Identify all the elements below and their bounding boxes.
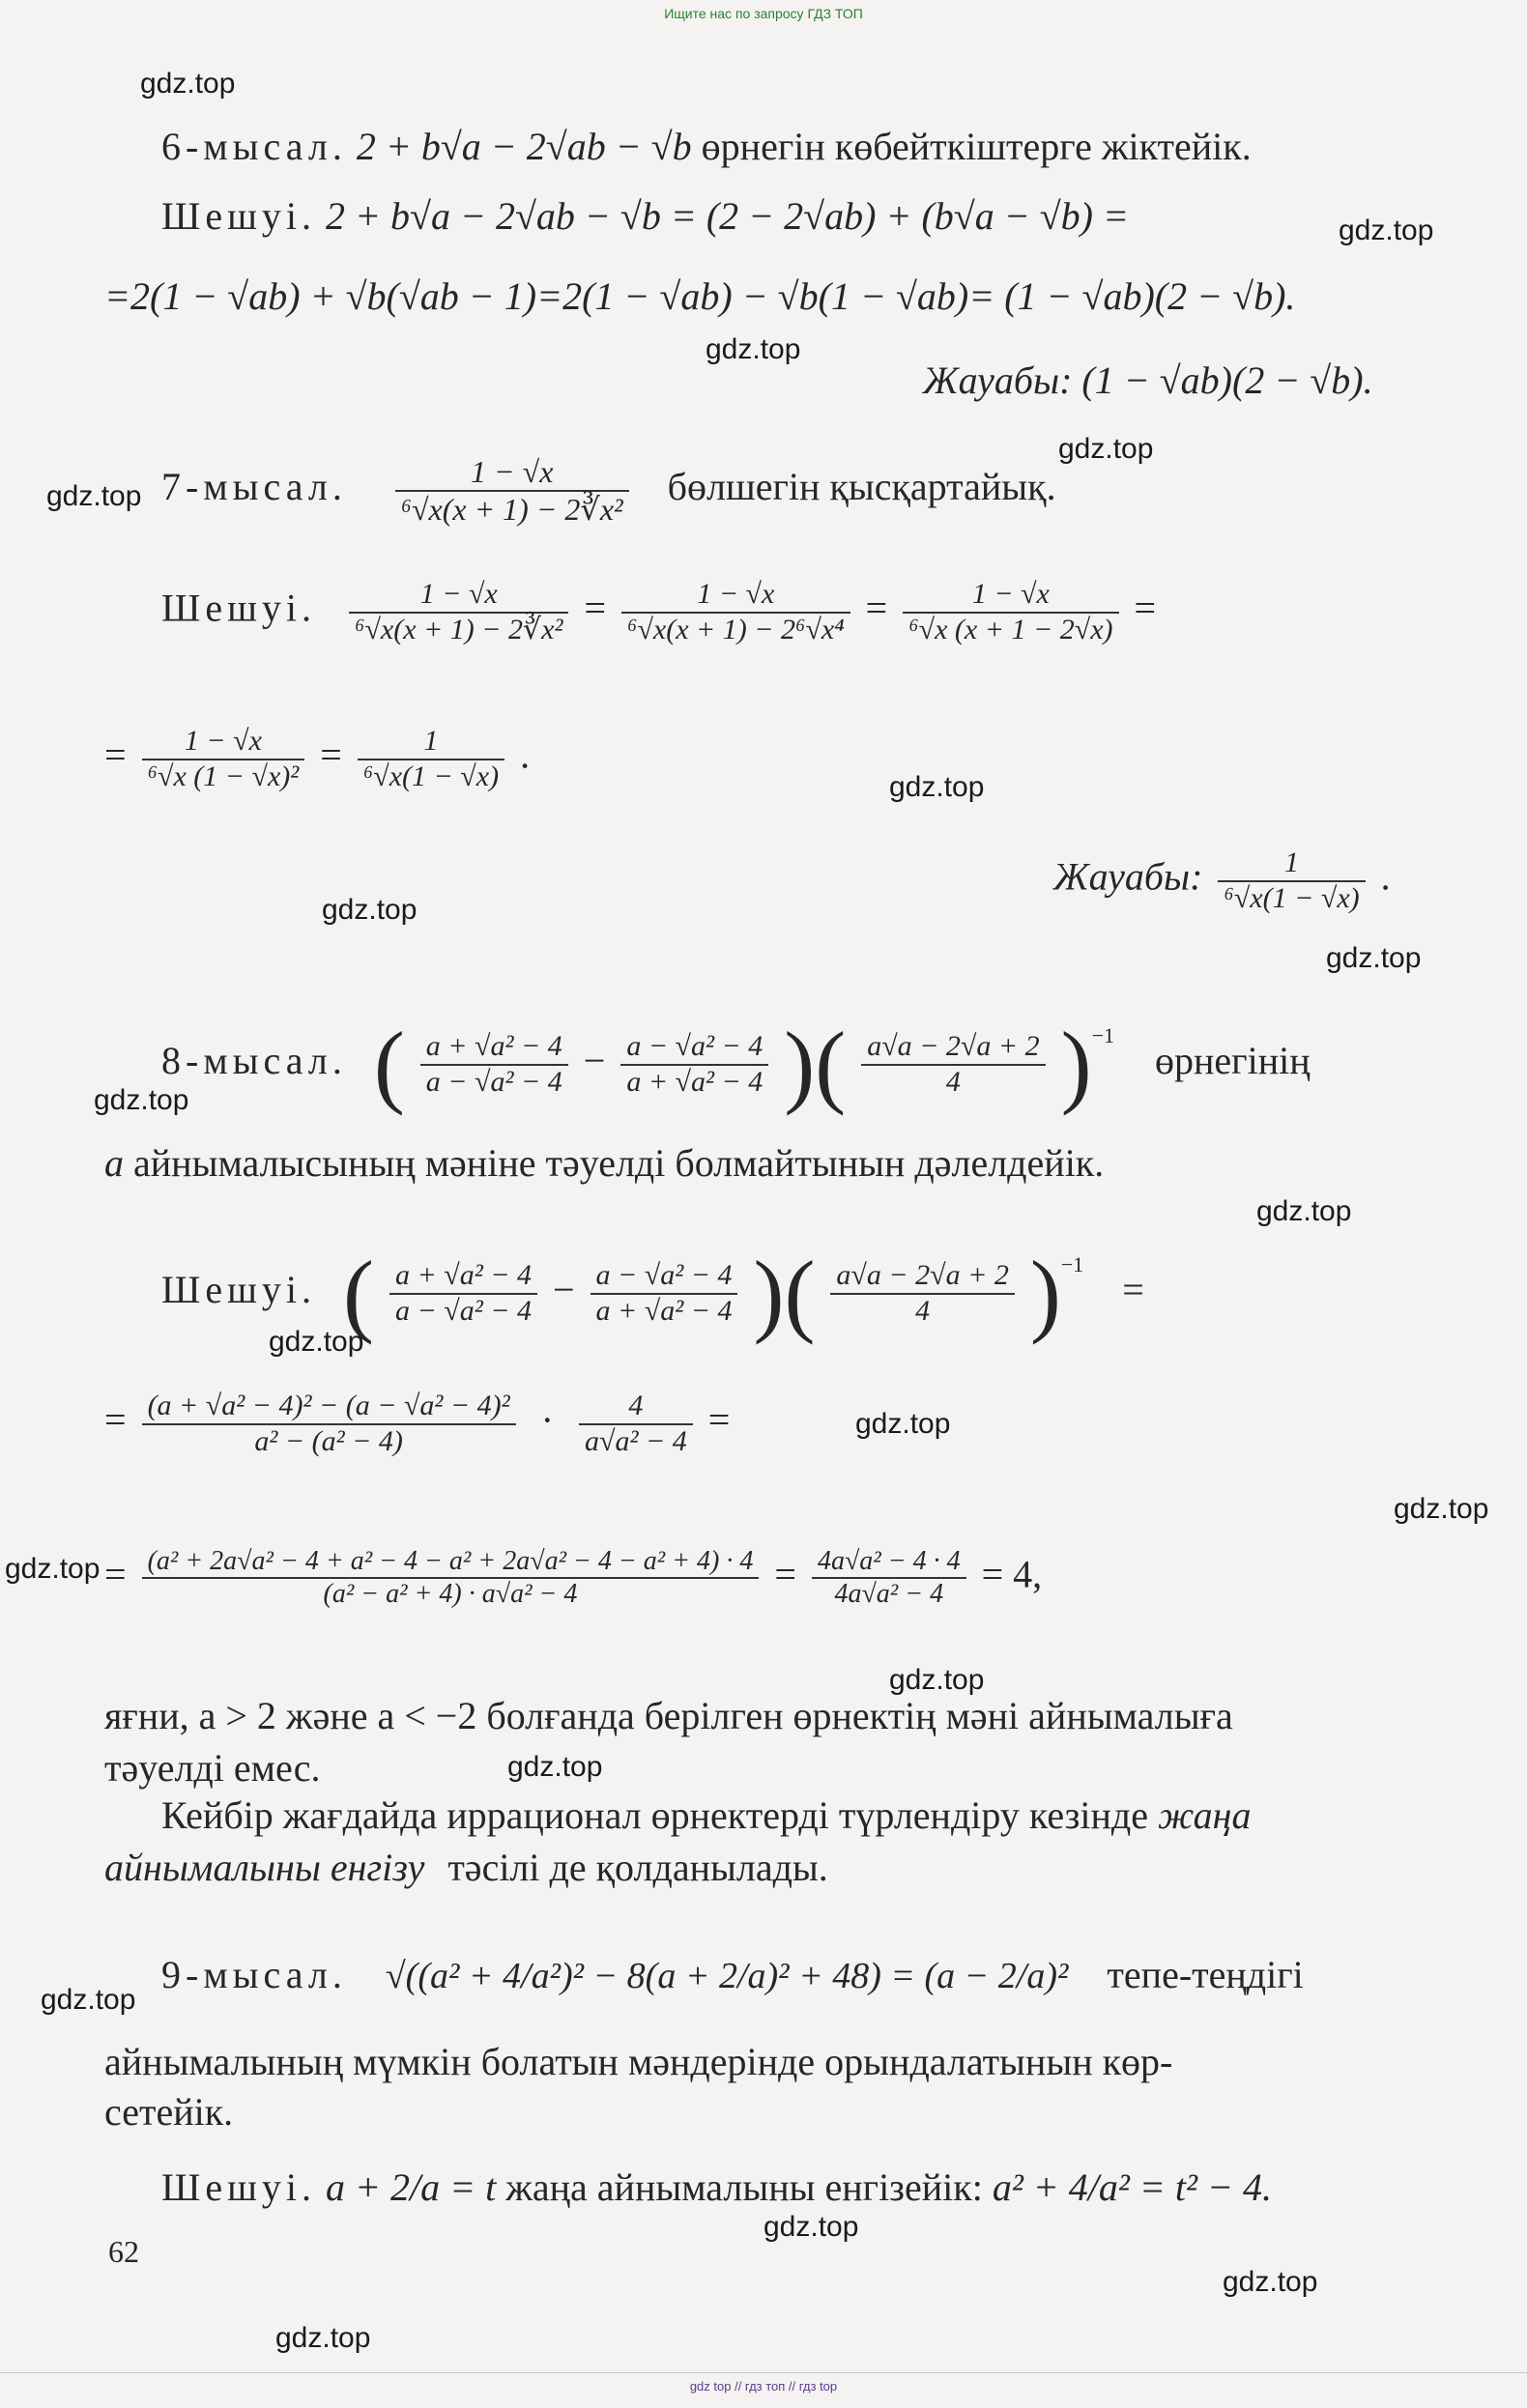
solution-label: Шешуі. — [161, 2165, 317, 2209]
paren-open: ( — [343, 1241, 374, 1345]
paren-open: ( — [784, 1241, 816, 1345]
fraction-numerator: (a + √a² − 4)² − (a − √a² − 4)² — [147, 1390, 510, 1421]
paren-close: ) — [753, 1241, 785, 1345]
fraction-denominator: a√a² − 4 — [584, 1424, 687, 1457]
equals-sign: = — [774, 1552, 796, 1596]
fraction-denominator: 4 — [915, 1294, 931, 1327]
watermark: gdz.top — [507, 1751, 603, 1783]
paragraph-emphasis: айнымалыны енгізу — [104, 1846, 425, 1889]
example-9-statement-line-3: сетейік. — [104, 2090, 234, 2134]
page-number: 62 — [108, 2234, 139, 2269]
solution-label: Шешуі. — [161, 1268, 317, 1311]
watermark: gdz.top — [1223, 2266, 1318, 2298]
watermark: gdz.top — [5, 1553, 101, 1585]
example-6-title: 6-мысал. — [161, 125, 347, 168]
watermark: gdz.top — [1058, 433, 1154, 465]
paragraph-line-1 — [161, 1792, 1252, 1839]
fraction-denominator: a² − (a² − 4) — [254, 1424, 403, 1457]
example-9-task-end: тепе-теңдігі — [1107, 1953, 1304, 1996]
watermark: gdz.top — [322, 894, 418, 926]
fraction — [620, 1030, 768, 1099]
example-7-task: бөлшегін қысқартайық. — [667, 464, 1056, 508]
example-7-answer — [1053, 846, 1391, 915]
variable-a: a — [104, 1141, 124, 1185]
example-6-task: өрнегін көбейткіштерге жіктейік. — [701, 125, 1252, 168]
fraction-numerator: a + √a² − 4 — [395, 1259, 532, 1292]
paragraph-emphasis: жаңа — [1158, 1793, 1252, 1837]
fraction — [1218, 846, 1365, 915]
fraction-denominator: a + √a² − 4 — [626, 1065, 764, 1098]
example-8-conclusion-line-2: тəуелді емес. — [104, 1746, 321, 1790]
result: = 4, — [981, 1552, 1043, 1596]
example-9-statement-line-2: айнымалының мүмкін болатын мəндерінде орындалатынын көр- — [104, 2040, 1173, 2083]
solution-label: Шешуі. — [161, 586, 317, 630]
substitution: a + 2/a = t — [326, 2165, 497, 2209]
example-8-solution-line-3 — [104, 1546, 1042, 1610]
watermark: gdz.top — [275, 2322, 371, 2354]
example-8-statement — [161, 1012, 1311, 1116]
example-9-solution — [161, 2164, 1272, 2211]
example-6-answer — [923, 358, 1373, 404]
fraction-numerator: a − √a² − 4 — [595, 1259, 733, 1292]
solution-label: Шешуі. — [161, 194, 317, 238]
equals-sign: = — [104, 1552, 127, 1596]
equals-sign: = — [1122, 1268, 1144, 1311]
fraction-denominator: ⁶√x(1 − √x) — [1224, 881, 1360, 914]
answer-label: Жауабы: — [923, 358, 1073, 402]
fraction — [591, 1259, 738, 1328]
solution-expression: =2(1 − √ab) + √b(√ab − 1)=2(1 − √ab) − √b(1 − √ab)= (1 − √ab)(2 − √b). — [104, 274, 1296, 318]
fraction-denominator: 4a√a² − 4 — [834, 1579, 944, 1610]
watermark: gdz.top — [94, 1084, 189, 1116]
paragraph-text: тəсілі де қолданылады. — [447, 1846, 828, 1889]
fraction-numerator: 4a√a² − 4 · 4 — [817, 1546, 961, 1576]
exponent: −1 — [1091, 1023, 1115, 1047]
example-8-solution-line-2 — [104, 1390, 730, 1458]
fraction — [142, 725, 305, 793]
period: . — [1380, 854, 1391, 899]
fraction-denominator: a + √a² − 4 — [595, 1294, 733, 1327]
header-note: Ищите нас по запросу ГДЗ ТОП — [664, 6, 863, 21]
fraction-numerator: 1 − √x — [184, 725, 262, 757]
fraction-denominator: ⁶√x(x + 1) − 2⁶√x⁴ — [627, 613, 845, 645]
footer-note: gdz top // гдз топ // гдз top — [689, 2379, 838, 2394]
fraction-denominator: a − √a² − 4 — [395, 1294, 532, 1327]
watermark: gdz.top — [855, 1408, 951, 1440]
fraction-numerator: a − √a² − 4 — [626, 1030, 764, 1063]
fraction-denominator: a − √a² − 4 — [425, 1065, 562, 1098]
example-9-title: 9-мысал. — [161, 1953, 347, 1996]
paren-close: ) — [1060, 1012, 1092, 1116]
example-8-title: 8-мысал. — [161, 1039, 347, 1082]
watermark: gdz.top — [269, 1326, 364, 1358]
paren-close: ) — [784, 1012, 816, 1116]
equals-sign: = — [707, 1397, 731, 1442]
fraction-denominator: ⁶√x(x + 1) − 2∛x² — [400, 491, 623, 527]
paragraph-text: Кейбір жағдайда иррационал өрнектерді түрлендіру кезінде — [161, 1793, 1148, 1837]
fraction — [812, 1546, 966, 1610]
fraction — [142, 1546, 760, 1610]
example-9-statement — [161, 1952, 1304, 1999]
example-8-statement-line-2 — [104, 1140, 1104, 1187]
example-8-task: айнымалысының мəніне тəуелді болмайтынын дəлелдейік. — [133, 1141, 1105, 1185]
fraction-numerator: (a² + 2a√a² − 4 + a² − 4 − a² + 2a√a² − 4 − a² + 4) · 4 — [147, 1546, 754, 1576]
example-6-solution-line-1 — [161, 193, 1129, 240]
equals-sign: = — [1134, 586, 1157, 630]
multiply-dot: · — [540, 1397, 554, 1442]
answer-label: Жауабы: — [1053, 854, 1203, 899]
fraction-denominator: ⁶√x(x + 1) − 2∛x² — [355, 613, 563, 645]
equals-sign: = — [104, 1397, 127, 1442]
fraction — [349, 578, 568, 646]
fraction-numerator: 1 − √x — [697, 578, 775, 610]
fraction — [389, 1259, 537, 1328]
fraction-numerator: 1 − √x — [971, 578, 1050, 610]
watermark: gdz.top — [46, 480, 142, 512]
watermark: gdz.top — [706, 333, 801, 365]
fraction-denominator: (a² − a² + 4) · a√a² − 4 — [323, 1579, 578, 1610]
example-7-title: 7-мысал. — [161, 464, 347, 508]
fraction — [420, 1030, 568, 1099]
solution-equation: a² + 4/a² = t² − 4. — [992, 2165, 1272, 2209]
fraction-numerator: a + √a² − 4 — [425, 1030, 562, 1063]
example-6-solution-line-2 — [104, 273, 1295, 320]
example-7-solution-line-2 — [104, 725, 530, 793]
fraction-denominator: ⁶√x (1 − √x)² — [147, 760, 300, 792]
fraction-denominator: ⁶√x (x + 1 − 2√x) — [908, 613, 1113, 645]
exponent: −1 — [1060, 1252, 1084, 1276]
fraction-numerator: a√a − 2√a + 2 — [867, 1030, 1040, 1063]
fraction — [903, 578, 1118, 646]
fraction — [142, 1390, 516, 1458]
paren-close: ) — [1029, 1241, 1061, 1345]
paren-open: ( — [815, 1012, 847, 1116]
fraction — [358, 725, 504, 793]
period: . — [520, 732, 531, 777]
paragraph-line-2 — [104, 1845, 828, 1891]
watermark: gdz.top — [889, 771, 985, 803]
fraction — [830, 1259, 1014, 1328]
example-6-expression: 2 + b√a − 2√ab − √b — [356, 125, 692, 168]
solution-expression: 2 + b√a − 2√ab − √b = (2 − 2√ab) + (b√a − √b) = — [326, 194, 1129, 238]
example-7-solution-line-1 — [161, 578, 1156, 646]
equals-sign: = — [320, 732, 342, 777]
watermark: gdz.top — [140, 68, 236, 100]
minus-sign: − — [552, 1268, 575, 1311]
footer-divider — [0, 2372, 1527, 2373]
fraction-denominator: 4 — [945, 1065, 961, 1098]
example-6-statement — [161, 124, 1252, 170]
example-9-expression: √((a² + 4/a²)² − 8(a + 2/a)² + 48) = (a − 2/a)² — [385, 1956, 1069, 1996]
equals-sign: = — [104, 732, 127, 777]
equals-sign: = — [865, 586, 888, 630]
watermark: gdz.top — [41, 1984, 136, 2016]
paren-open: ( — [373, 1012, 405, 1116]
watermark: gdz.top — [1394, 1493, 1489, 1525]
fraction-numerator: 1 − √x — [471, 454, 554, 489]
fraction — [621, 578, 850, 646]
example-8-task-end: өрнегінің — [1155, 1039, 1311, 1082]
fraction — [579, 1390, 693, 1458]
watermark: gdz.top — [889, 1664, 985, 1696]
watermark: gdz.top — [764, 2211, 859, 2243]
fraction-numerator: 4 — [628, 1390, 644, 1421]
fraction-numerator: 1 — [1284, 846, 1300, 878]
fraction — [395, 454, 629, 528]
fraction-denominator: ⁶√x(1 − √x) — [362, 760, 500, 792]
watermark: gdz.top — [1326, 942, 1422, 974]
fraction — [861, 1030, 1045, 1099]
equals-sign: = — [584, 586, 607, 630]
watermark: gdz.top — [1339, 215, 1434, 246]
fraction-numerator: 1 − √x — [419, 578, 498, 610]
solution-text: жаңа айнымалыны енгізейік: — [505, 2165, 983, 2209]
minus-sign: − — [583, 1039, 606, 1082]
example-7-statement — [161, 454, 1056, 528]
answer-expression: (1 − √ab)(2 − √b). — [1081, 358, 1373, 402]
example-8-conclusion-line-1: яғни, a > 2 жəне a < −2 болғанда берілген өрнектің мəні айнымалыға — [104, 1694, 1233, 1737]
fraction-numerator: 1 — [423, 725, 439, 757]
fraction-numerator: a√a − 2√a + 2 — [836, 1259, 1009, 1292]
watermark: gdz.top — [1256, 1195, 1352, 1227]
